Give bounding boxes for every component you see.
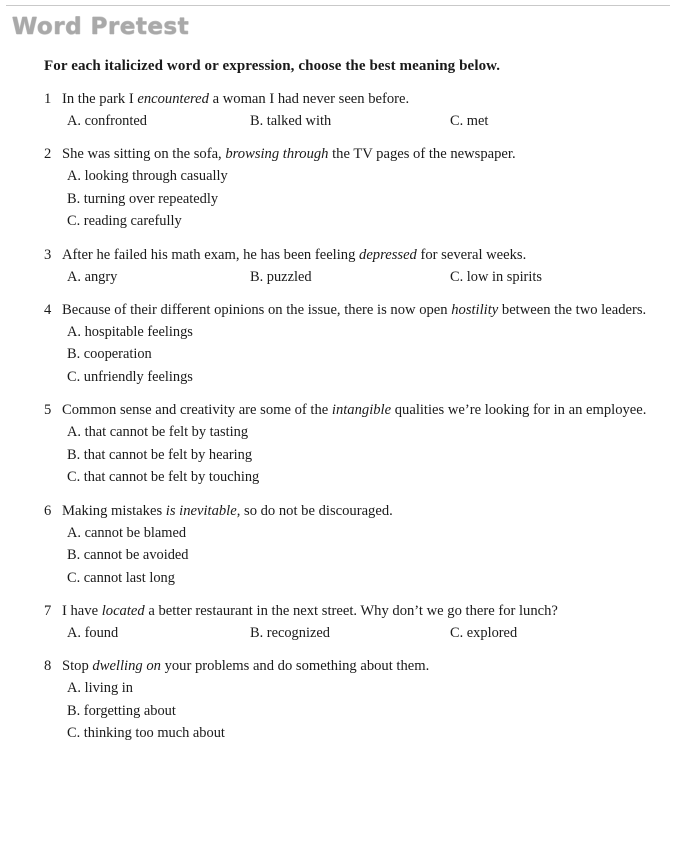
question-stem — [62, 500, 677, 522]
question-number: 8 — [44, 658, 52, 674]
stem-italicized-word: is inevitable — [165, 502, 237, 519]
question-stem-line — [44, 399, 677, 421]
question-item — [0, 600, 677, 644]
stem-text-before: Making mistakes — [62, 502, 166, 519]
question-stem-line — [44, 500, 677, 522]
answer-option[interactable]: C. met — [450, 113, 489, 129]
question-number: 6 — [44, 502, 52, 519]
answer-option[interactable]: A. living in — [67, 680, 133, 696]
stem-text-after: a better restaurant in the next street. Why don’t we go there for lunch? — [144, 603, 558, 619]
answer-option[interactable]: C. cannot last long — [67, 569, 175, 586]
question-list — [0, 88, 677, 756]
question-number: 5 — [44, 402, 52, 418]
question-number: 1 — [44, 91, 52, 107]
answer-option[interactable]: A. cannot be blamed — [67, 524, 187, 541]
answer-option[interactable]: A. confronted — [67, 113, 147, 129]
answer-option[interactable]: C. low in spirits — [450, 268, 542, 285]
stem-text-before: After he failed his math exam, he has been feeling — [62, 246, 360, 263]
answer-option[interactable]: A. that cannot be felt by tasting — [67, 424, 249, 440]
answer-option[interactable]: B. cannot be avoided — [67, 547, 189, 563]
question-number: 2 — [44, 146, 52, 162]
question-stem — [62, 655, 677, 677]
question-item — [0, 244, 677, 288]
stem-text-before: I have — [62, 603, 102, 619]
question-item — [0, 500, 677, 590]
answer-options-list — [44, 677, 677, 745]
question-stem-line — [44, 655, 677, 677]
question-stem — [62, 399, 677, 421]
answer-option[interactable]: C. thinking too much about — [67, 725, 225, 741]
answer-option[interactable]: B. forgetting about — [67, 702, 176, 719]
page-title: Word Pretest — [12, 14, 190, 40]
instruction-text: For each italicized word or expression, choose the best meaning below. — [44, 58, 501, 74]
question-number: 4 — [44, 301, 52, 318]
answer-option[interactable]: B. talked with — [250, 113, 332, 129]
stem-text-after: between the two leaders. — [498, 301, 647, 318]
stem-text-before: Because of their different opinions on the issue, there is now open — [62, 301, 452, 318]
question-stem-line — [44, 299, 677, 321]
answer-option[interactable]: A. looking through casually — [67, 168, 228, 184]
stem-text-before: Stop — [62, 658, 93, 674]
answer-option[interactable]: B. puzzled — [250, 268, 312, 285]
stem-text-before: Common sense and creativity are some of the — [62, 402, 332, 418]
answer-option[interactable]: B. that cannot be felt by hearing — [67, 446, 253, 463]
scan-edge-rule — [6, 5, 670, 6]
answer-options-list — [44, 165, 677, 233]
answer-options-row — [44, 110, 677, 132]
stem-italicized-word: intangible — [331, 402, 392, 418]
question-stem-line — [44, 143, 677, 165]
answer-options-row — [44, 266, 677, 288]
question-number: 3 — [44, 246, 52, 263]
question-stem-line — [44, 88, 677, 110]
answer-option[interactable]: C. that cannot be felt by touching — [67, 469, 260, 485]
stem-italicized-word: hostility — [451, 301, 499, 318]
question-stem-line — [44, 600, 677, 622]
stem-text-after: , so do not be discouraged. — [236, 502, 393, 519]
question-item — [0, 299, 677, 389]
answer-option[interactable]: A. hospitable feelings — [67, 323, 193, 340]
answer-option[interactable]: B. turning over repeatedly — [67, 190, 219, 207]
stem-italicized-word: encountered — [137, 91, 209, 107]
answer-option[interactable]: C. unfriendly feelings — [67, 368, 193, 385]
stem-text-after: the TV pages of the newspaper. — [328, 146, 516, 162]
stem-italicized-word: browsing through — [225, 146, 329, 162]
answer-options-row — [44, 622, 677, 644]
question-number: 7 — [44, 603, 52, 619]
answer-option[interactable]: C. reading carefully — [67, 213, 182, 229]
answer-option[interactable]: B. cooperation — [67, 346, 152, 362]
stem-italicized-word: located — [101, 603, 145, 619]
question-stem — [62, 143, 677, 165]
stem-text-before: She was sitting on the sofa, — [62, 146, 226, 162]
answer-option[interactable]: A. found — [67, 625, 119, 641]
answer-options-list — [44, 522, 677, 590]
question-item — [0, 143, 677, 233]
stem-text-after: qualities we’re looking for in an employee. — [391, 402, 647, 418]
question-stem — [62, 244, 677, 266]
stem-text-after: a woman I had never seen before. — [208, 91, 410, 107]
answer-options-list — [44, 321, 677, 389]
question-stem — [62, 88, 677, 110]
question-stem — [62, 299, 677, 321]
question-item — [0, 399, 677, 489]
answer-option[interactable]: A. angry — [67, 268, 118, 285]
answer-option[interactable]: B. recognized — [250, 625, 330, 641]
stem-text-after: your problems and do something about them. — [160, 658, 430, 674]
question-stem-line — [44, 244, 677, 266]
question-item — [0, 88, 677, 132]
question-item — [0, 655, 677, 745]
question-stem — [62, 600, 677, 622]
stem-text-before: In the park I — [62, 91, 138, 107]
stem-italicized-word: dwelling on — [92, 658, 161, 674]
stem-italicized-word: depressed — [359, 246, 417, 263]
answer-options-list — [44, 421, 677, 489]
answer-option[interactable]: C. explored — [450, 625, 518, 641]
stem-text-after: for several weeks. — [416, 246, 527, 263]
